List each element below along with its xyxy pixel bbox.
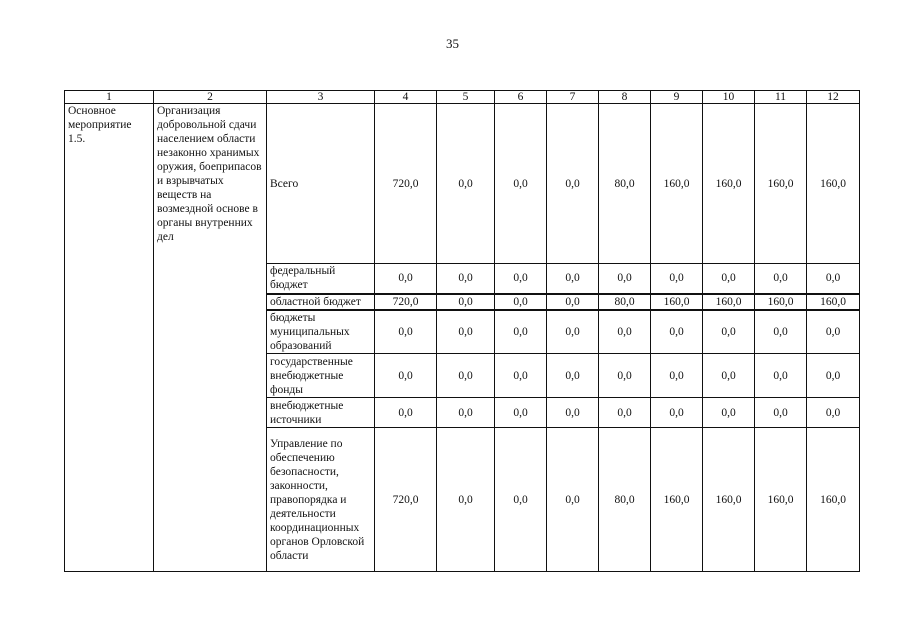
value-cell: 0,0 — [437, 104, 495, 264]
funding-source: бюджеты муниципальных образований — [267, 310, 375, 354]
value-cell: 0,0 — [375, 310, 437, 354]
column-number: 7 — [547, 91, 599, 104]
column-number: 3 — [267, 91, 375, 104]
measure-name: Основное мероприятие 1.5. — [65, 104, 154, 572]
page-number: 35 — [446, 36, 459, 51]
value-cell: 0,0 — [755, 264, 807, 294]
value-cell: 0,0 — [495, 294, 547, 310]
value-cell: 0,0 — [703, 354, 755, 398]
value-cell: 160,0 — [807, 294, 860, 310]
value-cell: 0,0 — [495, 310, 547, 354]
column-number: 5 — [437, 91, 495, 104]
value-cell: 0,0 — [375, 354, 437, 398]
value-cell: 0,0 — [755, 310, 807, 354]
value-cell: 0,0 — [755, 354, 807, 398]
value-cell: 80,0 — [599, 428, 651, 572]
column-number: 12 — [807, 91, 860, 104]
value-cell: 0,0 — [807, 354, 860, 398]
measure-description: Организация добровольной сдачи населением области незаконно хранимых оружия, боеприпасов и взрывчатых веществ на возмездной основе в органы внутренних дел — [154, 104, 267, 572]
value-cell: 160,0 — [651, 428, 703, 572]
value-cell: 0,0 — [495, 264, 547, 294]
value-cell: 0,0 — [495, 428, 547, 572]
table-row — [65, 104, 860, 264]
column-number: 4 — [375, 91, 437, 104]
value-cell: 0,0 — [375, 264, 437, 294]
value-cell: 80,0 — [599, 104, 651, 264]
column-number: 6 — [495, 91, 547, 104]
value-cell: 0,0 — [651, 264, 703, 294]
value-cell: 0,0 — [437, 354, 495, 398]
value-cell: 0,0 — [651, 310, 703, 354]
value-cell: 0,0 — [547, 264, 599, 294]
value-cell: 0,0 — [547, 104, 599, 264]
value-cell: 160,0 — [651, 294, 703, 310]
value-cell: 160,0 — [755, 104, 807, 264]
value-cell: 0,0 — [599, 398, 651, 428]
funding-source: областной бюджет — [267, 294, 375, 310]
column-number: 11 — [755, 91, 807, 104]
value-cell: 720,0 — [375, 294, 437, 310]
funding-source: внебюджетные источники — [267, 398, 375, 428]
value-cell: 0,0 — [651, 398, 703, 428]
value-cell: 0,0 — [703, 310, 755, 354]
value-cell: 0,0 — [599, 264, 651, 294]
value-cell: 160,0 — [703, 428, 755, 572]
value-cell: 0,0 — [807, 264, 860, 294]
value-cell: 0,0 — [495, 354, 547, 398]
value-cell: 160,0 — [651, 104, 703, 264]
value-cell: 0,0 — [437, 294, 495, 310]
value-cell: 0,0 — [375, 398, 437, 428]
column-number: 2 — [154, 91, 267, 104]
funding-source: государственные внебюджетные фонды — [267, 354, 375, 398]
value-cell: 0,0 — [703, 264, 755, 294]
funding-source: Управление по обеспечению безопасности, законности, правопорядка и деятельности координационных органов Орловской области — [267, 428, 375, 572]
column-number-row — [65, 91, 860, 104]
value-cell: 160,0 — [755, 428, 807, 572]
funding-source: федеральный бюджет — [267, 264, 375, 294]
value-cell: 0,0 — [547, 310, 599, 354]
value-cell: 0,0 — [495, 104, 547, 264]
value-cell: 0,0 — [755, 398, 807, 428]
value-cell: 0,0 — [807, 310, 860, 354]
value-cell: 0,0 — [599, 310, 651, 354]
value-cell: 0,0 — [547, 354, 599, 398]
value-cell: 160,0 — [755, 294, 807, 310]
value-cell: 720,0 — [375, 428, 437, 572]
value-cell: 160,0 — [807, 104, 860, 264]
value-cell: 0,0 — [437, 264, 495, 294]
value-cell: 0,0 — [547, 294, 599, 310]
value-cell: 0,0 — [547, 428, 599, 572]
value-cell: 0,0 — [807, 398, 860, 428]
value-cell: 0,0 — [437, 428, 495, 572]
funding-source: Всего — [267, 104, 375, 264]
column-number: 1 — [65, 91, 154, 104]
funding-table — [64, 90, 860, 572]
value-cell: 0,0 — [703, 398, 755, 428]
value-cell: 720,0 — [375, 104, 437, 264]
value-cell: 0,0 — [651, 354, 703, 398]
value-cell: 0,0 — [437, 398, 495, 428]
value-cell: 160,0 — [703, 104, 755, 264]
column-number: 8 — [599, 91, 651, 104]
value-cell: 0,0 — [437, 310, 495, 354]
value-cell: 80,0 — [599, 294, 651, 310]
column-number: 9 — [651, 91, 703, 104]
value-cell: 0,0 — [599, 354, 651, 398]
value-cell: 160,0 — [807, 428, 860, 572]
value-cell: 0,0 — [547, 398, 599, 428]
value-cell: 0,0 — [495, 398, 547, 428]
value-cell: 160,0 — [703, 294, 755, 310]
column-number: 10 — [703, 91, 755, 104]
